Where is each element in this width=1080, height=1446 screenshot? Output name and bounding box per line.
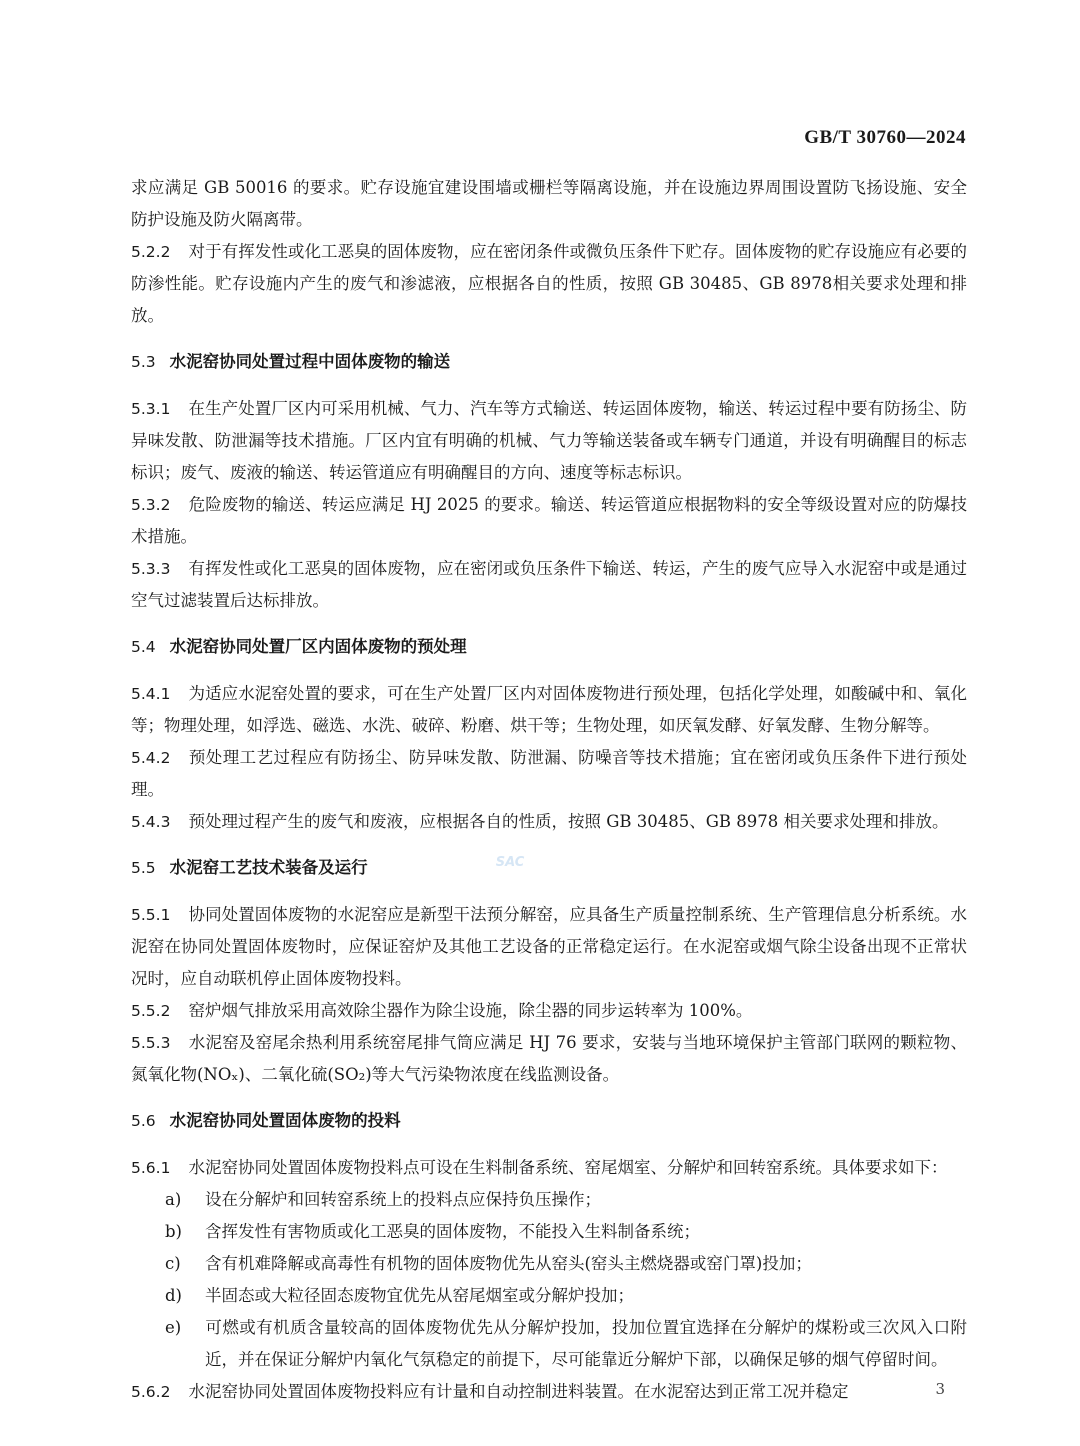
list-item-label: c)	[165, 1254, 181, 1273]
clause-paragraph	[131, 899, 967, 995]
clause-text: 可燃或有机质含量较高的固体废物优先从分解炉投加，投加位置宜选择在分解炉的煤粉或三次风入口附近，并在保证分解炉内氧化气氛稳定的前提下，尽可能靠近分解炉下部，以确保足够的烟气停留时间。	[205, 1318, 967, 1369]
clause-number: 5.4	[131, 638, 156, 656]
clause-text: 预处理过程产生的废气和废液，应根据各自的性质，按照 GB 30485、GB 8978 相关要求处理和排放。	[188, 812, 949, 831]
clause-number: 5.2.2	[131, 243, 171, 261]
clause-number: 5.4.2	[131, 749, 171, 767]
clause-text: 水泥窑工艺技术装备及运行	[169, 858, 368, 877]
clause-paragraph	[131, 553, 967, 617]
list-item-label: d)	[165, 1286, 182, 1305]
clause-paragraph	[131, 172, 967, 236]
clause-text: 水泥窑协同处置过程中固体废物的输送	[169, 352, 451, 371]
list-item-label: b)	[165, 1222, 182, 1241]
standard-code: GB/T 30760—2024	[804, 127, 966, 148]
section-heading	[131, 1105, 967, 1137]
list-item	[131, 1184, 967, 1216]
clause-number: 5.6.1	[131, 1159, 171, 1177]
clause-number: 5.3.1	[131, 400, 171, 418]
clause-text: 水泥窑协同处置厂区内固体废物的预处理	[169, 637, 467, 656]
clause-number: 5.4.1	[131, 685, 171, 703]
watermark-logo: SAC	[495, 855, 525, 870]
clause-paragraph	[131, 489, 967, 553]
clause-text: 预处理工艺过程应有防扬尘、防异味发散、防泄漏、防噪音等技术措施；宜在密闭或负压条件下进行预处理。	[131, 748, 967, 799]
clause-number: 5.3.3	[131, 560, 171, 578]
clause-text: 求应满足 GB 50016 的要求。贮存设施宜建设围墙或栅栏等隔离设施，并在设施边界周围设置防飞扬设施、安全防护设施及防火隔离带。	[131, 178, 967, 229]
clause-text: 设在分解炉和回转窑系统上的投料点应保持负压操作；	[205, 1190, 601, 1209]
clause-text: 含有机难降解或高毒性有机物的固体废物优先从窑头(窑头主燃烧器或窑门罩)投加；	[205, 1254, 812, 1273]
clause-number: 5.4.3	[131, 813, 171, 831]
clause-paragraph	[131, 1376, 967, 1408]
clause-number: 5.3.2	[131, 496, 171, 514]
clause-text: 在生产处置厂区内可采用机械、气力、汽车等方式输送、转运固体废物，输送、转运过程中要有防扬尘、防异味发散、防泄漏等技术措施。厂区内宜有明确的机械、气力等输送装备或车辆专门通道，并设有明确醒目的标志标识；废气、废液的输送、转运管道应有明确醒目的方向、速度等标志标识。	[131, 399, 967, 482]
document-body	[131, 172, 967, 1408]
clause-text: 水泥窑协同处置固体废物投料点可设在生料制备系统、窑尾烟室、分解炉和回转窑系统。具体要求如下：	[188, 1158, 948, 1177]
list-item-label: a)	[165, 1190, 182, 1209]
clause-paragraph	[131, 1152, 967, 1184]
clause-paragraph	[131, 995, 967, 1027]
section-heading	[131, 631, 967, 663]
page-number: 3	[935, 1380, 945, 1398]
clause-text: 含挥发性有害物质或化工恶臭的固体废物，不能投入生料制备系统；	[205, 1222, 700, 1241]
clause-number: 5.6	[131, 1112, 156, 1130]
list-item	[131, 1248, 967, 1280]
clause-number: 5.5.1	[131, 906, 171, 924]
clause-number: 5.5	[131, 859, 156, 877]
clause-text: 为适应水泥窑处置的要求，可在生产处置厂区内对固体废物进行预处理，包括化学处理，如酸碱中和、氧化等；物理处理，如浮选、磁选、水洗、破碎、粉磨、烘干等；生物处理，如厌氧发酵、好氧发酵、生物分解等。	[131, 684, 967, 735]
clause-paragraph	[131, 742, 967, 806]
clause-paragraph	[131, 236, 967, 332]
section-heading	[131, 852, 967, 884]
list-item	[131, 1216, 967, 1248]
clause-paragraph	[131, 806, 967, 838]
clause-text: 有挥发性或化工恶臭的固体废物，应在密闭或负压条件下输送、转运，产生的废气应导入水泥窑中或是通过空气过滤装置后达标排放。	[131, 559, 967, 610]
clause-number: 5.5.2	[131, 1002, 171, 1020]
clause-paragraph	[131, 678, 967, 742]
clause-paragraph	[131, 393, 967, 489]
clause-text: 窑炉烟气排放采用高效除尘器作为除尘设施，除尘器的同步运转率为 100%。	[188, 1001, 753, 1020]
clause-text: 水泥窑协同处置固体废物投料应有计量和自动控制进料装置。在水泥窑达到正常工况并稳定	[188, 1382, 849, 1401]
clause-text: 半固态或大粒径固态废物宜优先从窑尾烟室或分解炉投加；	[205, 1286, 634, 1305]
clause-text: 协同处置固体废物的水泥窑应是新型干法预分解窑，应具备生产质量控制系统、生产管理信息分析系统。水泥窑在协同处置固体废物时，应保证窑炉及其他工艺设备的正常稳定运行。在水泥窑或烟气除尘设备出现不正常状况时，应自动联机停止固体废物投料。	[131, 905, 967, 988]
clause-number: 5.3	[131, 353, 156, 371]
list-item	[131, 1280, 967, 1312]
clause-text: 水泥窑协同处置固体废物的投料	[169, 1111, 401, 1130]
clause-number: 5.5.3	[131, 1034, 171, 1052]
list-item-label: e)	[165, 1318, 182, 1337]
section-heading	[131, 346, 967, 378]
clause-text: 水泥窑及窑尾余热利用系统窑尾排气筒应满足 HJ 76 要求，安装与当地环境保护主管部门联网的颗粒物、氮氧化物(NOₓ)、二氧化硫(SO₂)等大气污染物浓度在线监测设备。	[131, 1033, 967, 1084]
clause-text: 对于有挥发性或化工恶臭的固体废物，应在密闭条件或微负压条件下贮存。固体废物的贮存设施应有必要的防渗性能。贮存设施内产生的废气和渗滤液，应根据各自的性质，按照 GB 30485、GB 8978相关要求处理和排放。	[131, 242, 967, 325]
clause-number: 5.6.2	[131, 1383, 171, 1401]
clause-paragraph	[131, 1027, 967, 1091]
list-item	[131, 1312, 967, 1376]
clause-text: 危险废物的输送、转运应满足 HJ 2025 的要求。输送、转运管道应根据物料的安全等级设置对应的防爆技术措施。	[131, 495, 967, 546]
